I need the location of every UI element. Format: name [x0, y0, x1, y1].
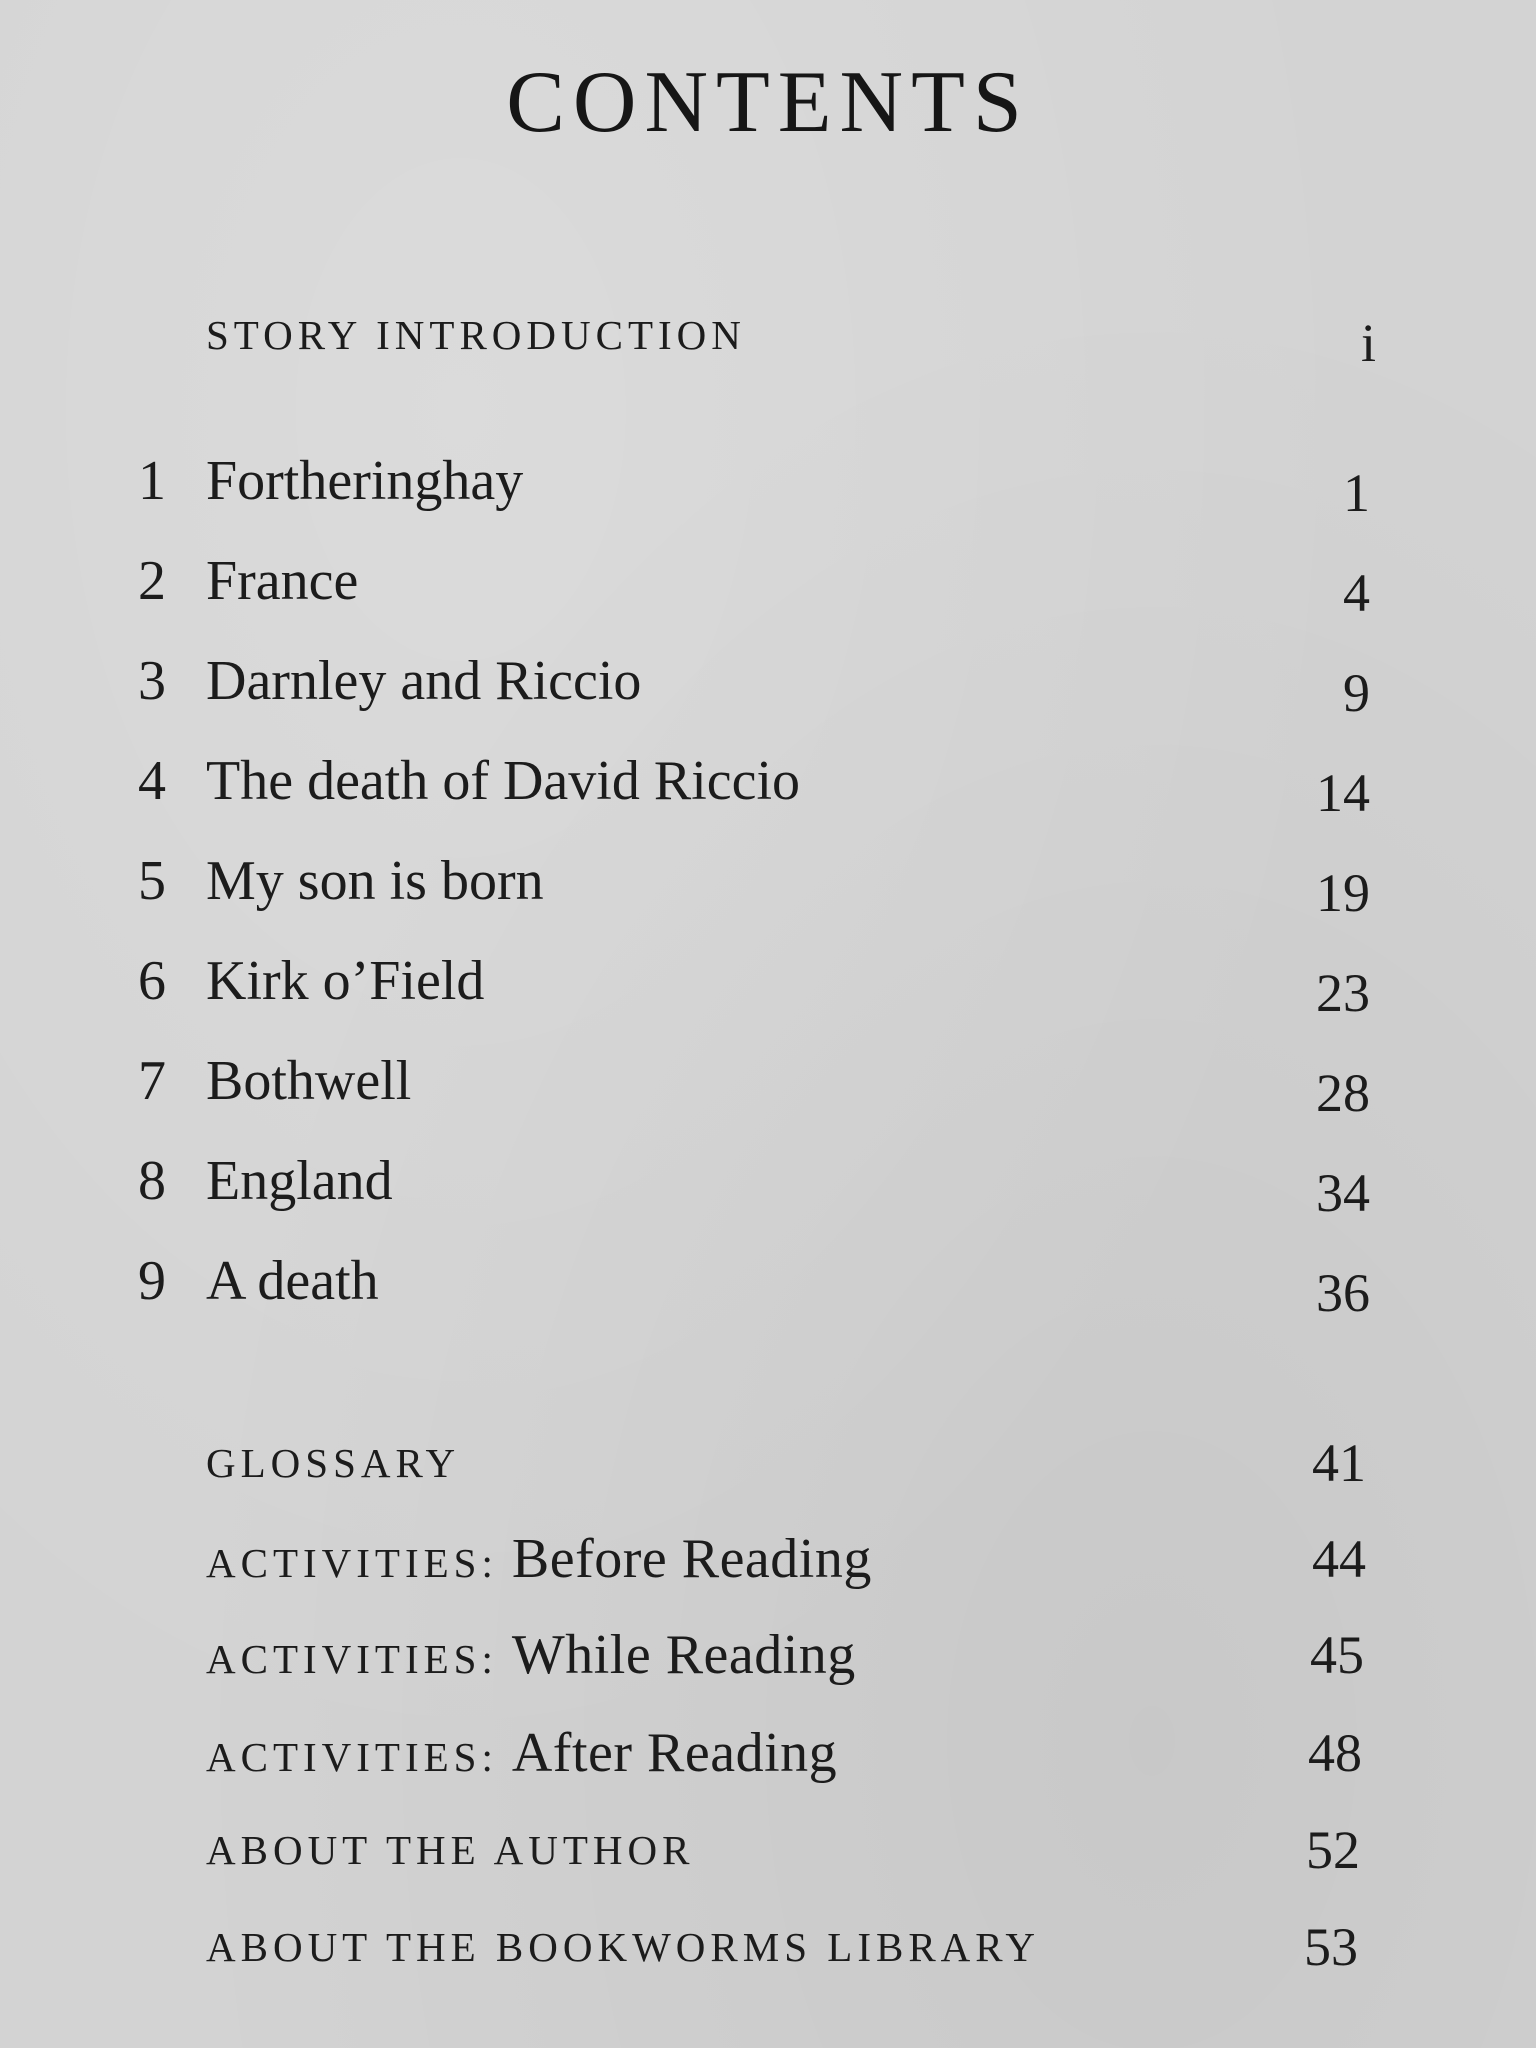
toc-entry-label: ABOUT THE AUTHOR: [206, 1827, 695, 1873]
chapter-title: Kirk o’Field: [206, 950, 485, 1012]
chapter-number: 1: [138, 450, 166, 512]
chapter-page: 34: [1316, 1163, 1370, 1223]
toc-entry-page: 53: [1304, 1917, 1358, 1977]
toc-entry-label: [206, 1620, 856, 1694]
chapter-title: My son is born: [206, 850, 544, 912]
toc-entry-label: [206, 1524, 872, 1598]
toc-entry-activities-before: [0, 1524, 1536, 1594]
chapter-number: 8: [138, 1150, 166, 1212]
chapter-page: 36: [1316, 1263, 1370, 1323]
toc-entry-page: i: [1360, 313, 1376, 373]
toc-entry-label: GLOSSARY: [206, 1440, 461, 1486]
chapter-number: 6: [138, 950, 166, 1012]
chapter-page: 4: [1343, 563, 1370, 623]
toc-entry-glossary: [0, 1428, 1536, 1498]
chapter-title: France: [206, 550, 359, 612]
toc-entry-prefix: ACTIVITIES:: [206, 1540, 498, 1586]
toc-chapter-row: [0, 1246, 1536, 1323]
toc-entry-title: After Reading: [511, 1722, 838, 1784]
chapter-page: 1: [1343, 463, 1370, 523]
toc-entry-prefix: ACTIVITIES:: [206, 1636, 498, 1682]
chapter-number: 5: [138, 850, 166, 912]
chapter-title: England: [206, 1150, 393, 1212]
toc-entry-page: 41: [1312, 1433, 1366, 1493]
toc-entry-prefix: ACTIVITIES:: [206, 1734, 498, 1780]
toc-entry-page: 45: [1310, 1625, 1364, 1685]
toc-entry-title: Before Reading: [511, 1528, 872, 1590]
toc-entry-page: 44: [1312, 1529, 1366, 1589]
toc-entry-about-author: [0, 1815, 1536, 1885]
chapter-number: 7: [138, 1050, 166, 1112]
toc-entry-story-introduction: [0, 300, 1536, 373]
toc-chapter-row: [0, 746, 1536, 823]
chapter-number: 9: [138, 1250, 166, 1312]
toc-entry-label: STORY INTRODUCTION: [206, 312, 746, 358]
chapter-title: Fortheringhay: [206, 450, 524, 512]
chapter-page: 19: [1316, 863, 1370, 923]
chapter-title: Bothwell: [206, 1050, 412, 1112]
chapter-title: The death of David Riccio: [206, 750, 801, 812]
toc-entry-activities-after: [0, 1718, 1536, 1788]
toc-entry-label: ABOUT THE BOOKWORMS LIBRARY: [206, 1924, 1040, 1970]
chapter-page: 9: [1343, 663, 1370, 723]
chapter-number: 4: [138, 750, 166, 812]
chapter-page: 14: [1316, 763, 1370, 823]
toc-entry-label: [206, 1718, 837, 1792]
toc-chapter-row: [0, 446, 1536, 523]
toc-chapter-row: [0, 846, 1536, 923]
chapter-page: 28: [1316, 1063, 1370, 1123]
page-title: CONTENTS: [506, 54, 1030, 151]
chapter-title: A death: [206, 1250, 379, 1312]
toc-chapter-row: [0, 1046, 1536, 1123]
toc-entry-activities-while: [0, 1620, 1536, 1690]
toc-chapter-row: [0, 1146, 1536, 1223]
toc-entry-title: While Reading: [511, 1624, 856, 1686]
toc-chapter-row: [0, 946, 1536, 1023]
chapter-number: 2: [138, 550, 166, 612]
chapter-page: 23: [1316, 963, 1370, 1023]
toc-chapter-row: [0, 546, 1536, 623]
chapter-number: 3: [138, 650, 166, 712]
toc-entry-page: 52: [1306, 1820, 1360, 1880]
toc-entry-page: 48: [1308, 1723, 1362, 1783]
toc-entry-about-library: [0, 1912, 1536, 1982]
toc-chapter-row: [0, 646, 1536, 723]
chapter-title: Darnley and Riccio: [206, 650, 642, 712]
